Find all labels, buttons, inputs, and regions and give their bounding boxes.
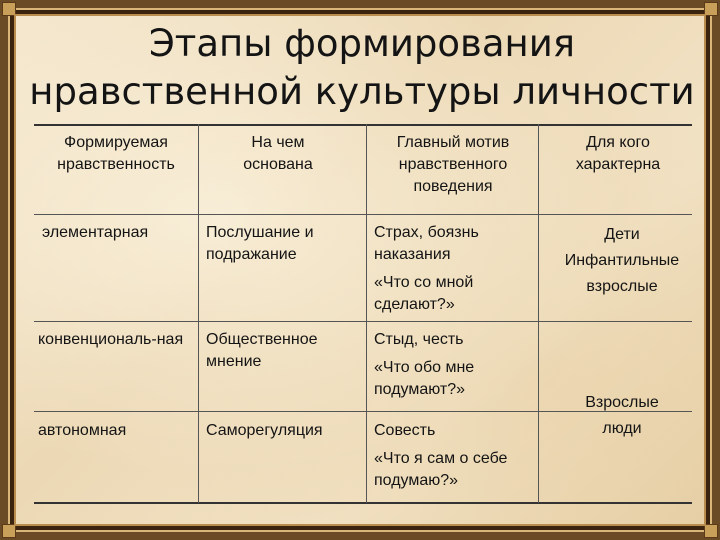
table-rule [34, 321, 692, 322]
table-cell-basis: Общественное мнение [206, 331, 318, 370]
table-cell-motive [370, 420, 536, 498]
table-cell-morality: конвенциональ-ная [38, 331, 184, 348]
table-cell-morality: элементарная [42, 224, 149, 241]
motive-text: Совесть [374, 422, 436, 439]
table-cell-morality: автономная [38, 422, 127, 439]
table-cell-basis: Саморегуляция [206, 422, 323, 439]
motive-quote: «Что со мной сделают?» [374, 274, 474, 313]
table-rule [34, 214, 692, 215]
frame-corner-ornament [2, 524, 16, 538]
table-column-divider [366, 124, 367, 503]
table-cell-basis: Послушание и подражание [206, 224, 314, 263]
table-cell-motive [370, 329, 536, 407]
table-header-who: Для кого характерна [575, 134, 661, 173]
table-rule [34, 502, 692, 504]
slide [14, 14, 706, 526]
table-cell-who: Дети Инфантильные взрослые [564, 226, 680, 295]
table-header-basis: На чем основана [243, 134, 313, 173]
motive-quote: «Что я сам о себе подумаю?» [374, 450, 508, 489]
motive-text: Страх, боязнь наказания [374, 224, 479, 263]
table-cell-who-merged: Взрослые люди [585, 394, 659, 437]
table-rule [34, 124, 692, 126]
slide-title: Этапы формирования нравственной культуры личности [29, 22, 695, 113]
motive-text: Стыд, честь [374, 331, 464, 348]
motive-quote: «Что обо мне подумают?» [374, 359, 475, 398]
table-column-divider [198, 124, 199, 503]
table-cell-motive [370, 222, 536, 322]
table-header-morality: Формируемая нравственность [57, 134, 175, 173]
table-column-divider [538, 124, 539, 503]
table-header-motive: Главный мотив нравственного поведения [396, 134, 510, 195]
frame-corner-ornament [704, 524, 718, 538]
frame-corner-ornament [704, 2, 718, 16]
